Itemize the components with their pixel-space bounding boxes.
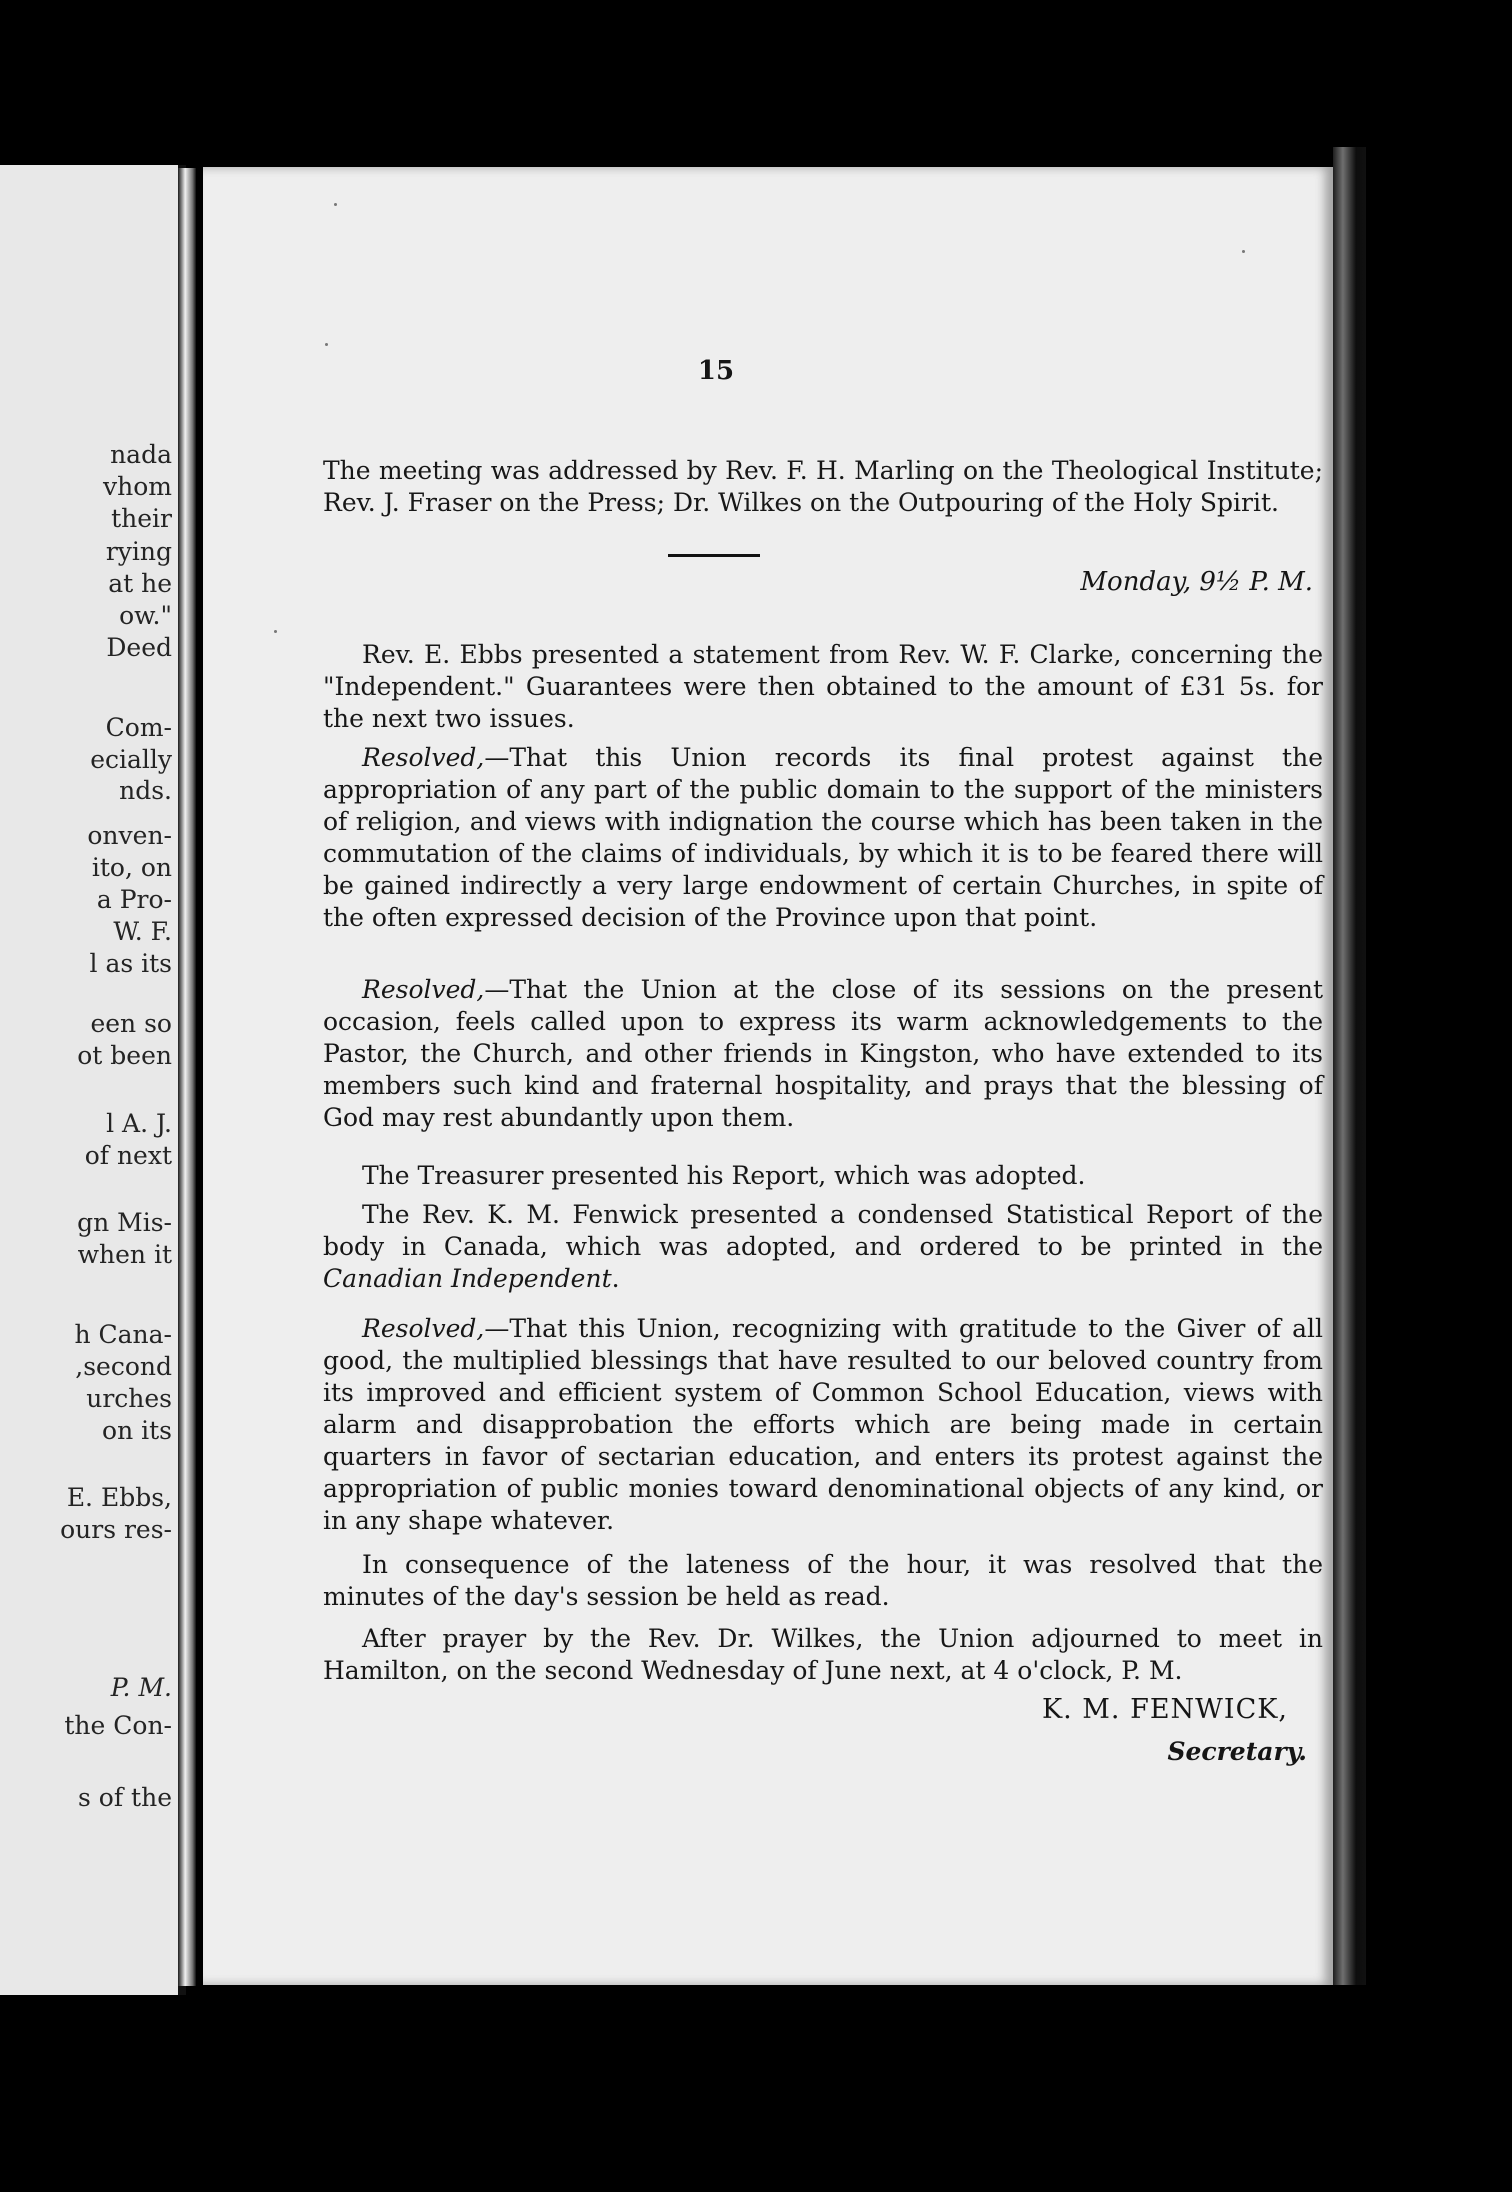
left-fragment-line: h Cana-: [74, 1320, 172, 1349]
left-fragment-line: W. F.: [113, 917, 172, 946]
resolution-text: —That the Union at the close of its sessions on the present occasion, feels called upon to express its warm acknowledgements to the Pastor, the Church, and other friends in Kingston, who have extended to its members such kind and fraternal hospitality, and prays that the blessing of God may rest abundantly upon them.: [323, 975, 1323, 1132]
session-time-heading: Monday, 9½ P. M.: [1080, 567, 1313, 597]
resolution-label: Resolved,: [362, 975, 485, 1004]
intro-paragraph: The meeting was addressed by Rev. F. H. Marling on the Theological Institute; Rev. J. Fraser on the Press; Dr. Wilkes on the Outpouring of the Holy Spirit.: [323, 456, 1323, 517]
ebbs-statement-paragraph: Rev. E. Ebbs presented a statement from Rev. W. F. Clarke, concerning the "Independent." Guarantees were then obtained to the amount of £31 5s. for the next two issues.: [323, 640, 1323, 733]
left-fragment-line: ours res-: [60, 1515, 172, 1544]
print-speck: [1242, 250, 1245, 253]
left-fragment-line: l as its: [89, 949, 172, 978]
left-fragment-line: Com-: [105, 713, 172, 742]
publication-title: Canadian Independent: [323, 1264, 612, 1293]
left-fragment-line: l A. J.: [106, 1109, 172, 1138]
signature-title: Secretary.: [1167, 1737, 1307, 1766]
document-page: [203, 167, 1333, 1985]
lateness-paragraph: In consequence of the lateness of the hour, it was resolved that the minutes of the day's session be held as read.: [323, 1550, 1323, 1611]
resolution-public-domain: [323, 742, 1323, 934]
resolution-label: Resolved,: [362, 1314, 485, 1343]
left-fragment-line: Deed: [106, 633, 172, 662]
left-fragment-line: ito, on: [91, 853, 172, 882]
left-fragment-line: vhom: [103, 472, 172, 501]
left-fragment-line: nds.: [119, 776, 172, 805]
book-page-edge: [1333, 147, 1366, 1985]
left-fragment-line: a Pro-: [96, 885, 172, 914]
left-fragment-line: rying: [105, 537, 172, 566]
left-fragment-line: when it: [77, 1240, 172, 1269]
left-fragment-line: ow.": [119, 601, 172, 630]
resolution-label: Resolved,: [362, 743, 485, 772]
left-page-fragment: [0, 165, 186, 1995]
treasurer-report-paragraph: The Treasurer presented his Report, which was adopted.: [362, 1161, 1086, 1190]
print-speck: [325, 343, 328, 346]
left-fragment-line: of next: [84, 1141, 172, 1170]
resolution-school-education: [323, 1313, 1323, 1537]
left-fragment-line: gn Mis-: [77, 1208, 172, 1237]
left-fragment-line: at he: [108, 569, 172, 598]
signature-name: K. M. FENWICK,: [1041, 1694, 1288, 1725]
left-fragment-line: P. M.: [110, 1673, 172, 1702]
left-fragment-line: ot been: [77, 1041, 172, 1070]
section-divider: [668, 554, 760, 557]
left-fragment-line: ,second: [75, 1352, 172, 1381]
adjournment-paragraph: After prayer by the Rev. Dr. Wilkes, the Union adjourned to meet in Hamilton, on the second Wednesday of June next, at 4 o'clock, P. M.: [323, 1624, 1323, 1685]
left-fragment-line: een so: [90, 1009, 172, 1038]
statistical-report-ending: .: [611, 1264, 620, 1293]
resolution-text: —That this Union records its final protest against the appropriation of any part of the public domain to the support of the ministers of religion, and views with indignation the course which has been taken in the commutation of the claims of individuals, by which it is to be feared there will be gained indirectly a very large endowment of certain Churches, in spite of the often expressed decision of the Province upon that point.: [323, 743, 1323, 932]
page-number: 15: [697, 356, 735, 386]
resolution-thanks: [323, 974, 1323, 1134]
left-fragment-line: their: [111, 504, 172, 533]
left-fragment-line: s of the: [78, 1783, 172, 1812]
left-fragment-line: onven-: [87, 821, 172, 850]
book-gutter: [178, 168, 196, 1986]
left-fragment-line: urches: [86, 1384, 172, 1413]
left-fragment-line: the Con-: [64, 1711, 172, 1740]
resolution-text: —That this Union, recognizing with gratitude to the Giver of all good, the multiplied blessings that have resulted to our beloved country from its improved and efficient system of Common School Education, views with alarm and disapprobation the efforts which are being made in certain quarters in favor of sectarian education, and enters its protest against the appropriation of public monies toward denominational objects of any kind, or in any shape whatever.: [323, 1314, 1323, 1535]
left-fragment-line: E. Ebbs,: [66, 1483, 172, 1512]
statistical-report-paragraph: [323, 1199, 1323, 1295]
left-fragment-line: on its: [102, 1416, 172, 1445]
print-speck: [334, 203, 337, 206]
left-fragment-line: nada: [110, 440, 172, 469]
print-speck: [274, 630, 277, 633]
left-fragment-line: ecially: [90, 745, 172, 774]
statistical-report-text: The Rev. K. M. Fenwick presented a condensed Statistical Report of the body in Canada, which was adopted, and ordered to be printed in the: [323, 1200, 1323, 1261]
